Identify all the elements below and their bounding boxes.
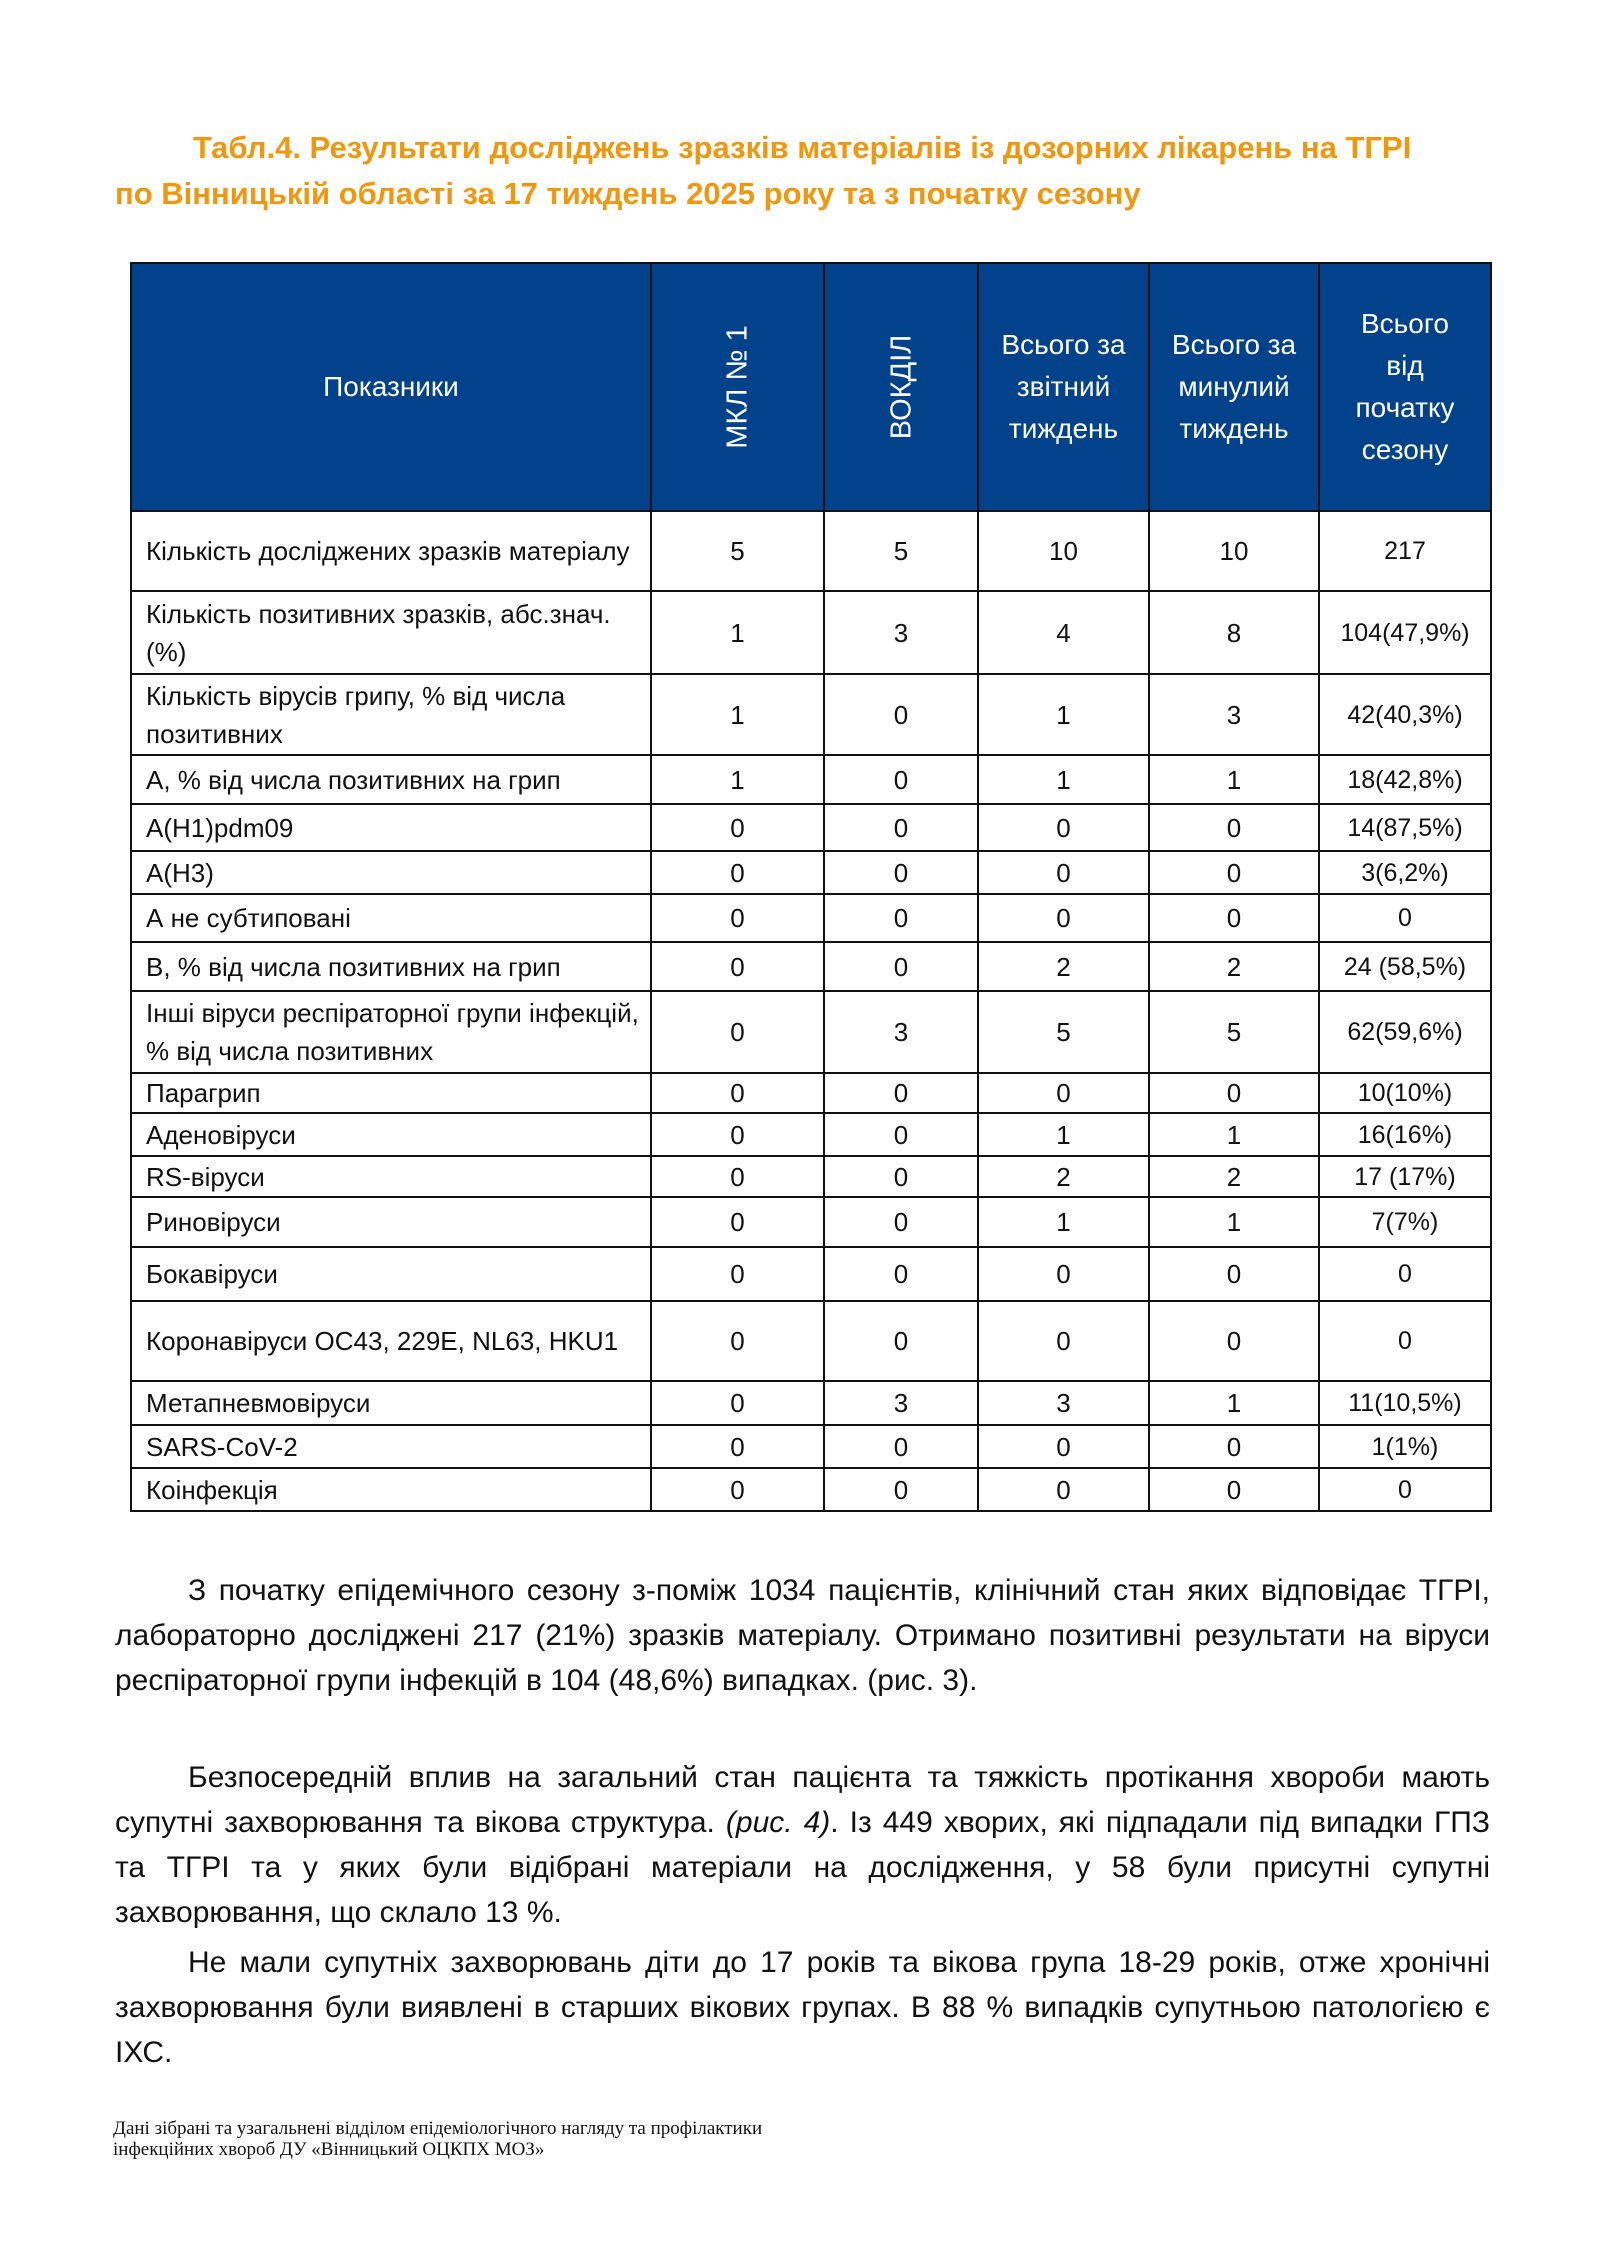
cell-total-season: 11(10,5%) xyxy=(1319,1381,1491,1425)
header-total-report-week: Всього за звітний тиждень xyxy=(978,263,1149,511)
cell-mkl1: 0 xyxy=(651,1468,824,1511)
cell-total-last-week: 0 xyxy=(1149,851,1319,894)
cell-vokdil: 3 xyxy=(824,591,978,674)
table-row xyxy=(131,755,1491,804)
cell-mkl1: 0 xyxy=(651,1113,824,1156)
header-vokdil-label: ВОКДІЛ xyxy=(885,334,917,440)
cell-total-report-week: 10 xyxy=(978,511,1149,591)
cell-vokdil: 0 xyxy=(824,851,978,894)
cell-total-report-week: 0 xyxy=(978,894,1149,942)
cell-vokdil: 0 xyxy=(824,1468,978,1511)
header-total-last-week: Всього за минулий тиждень xyxy=(1149,263,1319,511)
cell-mkl1: 5 xyxy=(651,511,824,591)
cell-total-season: 17 (17%) xyxy=(1319,1156,1491,1197)
table-title-line-1: Табл.4. Результати досліджень зразків матеріалів із дозорних лікарень на ТГРІ xyxy=(193,130,1412,165)
cell-total-season: 0 xyxy=(1319,1301,1491,1381)
row-label: Парагрип xyxy=(131,1073,651,1113)
cell-mkl1: 0 xyxy=(651,1197,824,1247)
table-row xyxy=(131,511,1491,591)
header-total-season: Всього від початку сезону xyxy=(1319,263,1491,511)
cell-total-season: 0 xyxy=(1319,1247,1491,1301)
row-label: А, % від числа позитивних на грип xyxy=(131,755,651,804)
row-label: Коронавіруси OC43, 229E, NL63, HKU1 xyxy=(131,1301,651,1381)
table-row xyxy=(131,1156,1491,1197)
cell-total-last-week: 0 xyxy=(1149,804,1319,851)
cell-mkl1: 0 xyxy=(651,1425,824,1468)
table-row xyxy=(131,1073,1491,1113)
cell-total-report-week: 2 xyxy=(978,1156,1149,1197)
cell-total-last-week: 10 xyxy=(1149,511,1319,591)
table-row xyxy=(131,1468,1491,1511)
row-label: В, % від числа позитивних на грип xyxy=(131,942,651,991)
cell-total-last-week: 2 xyxy=(1149,942,1319,991)
cell-total-report-week: 1 xyxy=(978,674,1149,755)
header-mkl1 xyxy=(651,263,824,511)
table-row xyxy=(131,991,1491,1073)
table-row xyxy=(131,1247,1491,1301)
row-label: Бокавіруси xyxy=(131,1247,651,1301)
cell-total-season: 62(59,6%) xyxy=(1319,991,1491,1073)
cell-total-report-week: 5 xyxy=(978,991,1149,1073)
cell-total-report-week: 3 xyxy=(978,1381,1149,1425)
cell-total-report-week: 0 xyxy=(978,1301,1149,1381)
row-label: Аденовіруси xyxy=(131,1113,651,1156)
cell-total-report-week: 1 xyxy=(978,1113,1149,1156)
cell-total-report-week: 0 xyxy=(978,1425,1149,1468)
cell-total-report-week: 1 xyxy=(978,755,1149,804)
cell-total-last-week: 0 xyxy=(1149,1301,1319,1381)
cell-mkl1: 0 xyxy=(651,894,824,942)
cell-total-season: 0 xyxy=(1319,894,1491,942)
footer-line-2: інфекційних хвороб ДУ «Вінницький ОЦКПХ МОЗ» xyxy=(113,2139,545,2160)
cell-total-season: 3(6,2%) xyxy=(1319,851,1491,894)
cell-total-season: 0 xyxy=(1319,1468,1491,1511)
row-label: Коінфекція xyxy=(131,1468,651,1511)
paragraph-age-groups xyxy=(115,1940,1490,2075)
results-table xyxy=(130,262,1492,1512)
paragraph-age-groups-text: Не мали супутніх захворювань діти до 17 років та вікова група 18-29 років, отже хронічні захворювання були виявлені в старших вікових групах. В 88 % випадків супутньою патологією є ІХС. xyxy=(115,1946,1490,2069)
cell-total-report-week: 0 xyxy=(978,804,1149,851)
cell-vokdil: 3 xyxy=(824,991,978,1073)
table-row xyxy=(131,804,1491,851)
table-row xyxy=(131,674,1491,755)
cell-total-last-week: 8 xyxy=(1149,591,1319,674)
row-label: Кількість вірусів грипу, % від числа позитивних xyxy=(131,674,651,755)
cell-total-season: 24 (58,5%) xyxy=(1319,942,1491,991)
row-label: Риновіруси xyxy=(131,1197,651,1247)
cell-mkl1: 0 xyxy=(651,1301,824,1381)
table-row xyxy=(131,851,1491,894)
cell-mkl1: 0 xyxy=(651,1247,824,1301)
cell-vokdil: 0 xyxy=(824,755,978,804)
cell-vokdil: 0 xyxy=(824,1247,978,1301)
cell-total-last-week: 0 xyxy=(1149,1247,1319,1301)
cell-vokdil: 0 xyxy=(824,894,978,942)
cell-total-season: 1(1%) xyxy=(1319,1425,1491,1468)
cell-total-report-week: 0 xyxy=(978,1073,1149,1113)
cell-total-season: 16(16%) xyxy=(1319,1113,1491,1156)
row-label: SARS-CoV-2 xyxy=(131,1425,651,1468)
table-body xyxy=(131,511,1491,1511)
cell-total-last-week: 1 xyxy=(1149,1381,1319,1425)
cell-mkl1: 1 xyxy=(651,591,824,674)
footer-line-1: Дані зібрані та узагальнені відділом епідеміологічного нагляду та профілактики xyxy=(113,2118,763,2139)
cell-total-season: 217 xyxy=(1319,511,1491,591)
paragraph-comorbidities-text-a: Безпосередній вплив на загальний стан пацієнта та тяжкість протікання хвороби мають супутні захворювання та вікова структура. xyxy=(115,1761,1490,1839)
cell-vokdil: 0 xyxy=(824,674,978,755)
cell-total-last-week: 1 xyxy=(1149,1197,1319,1247)
table-row xyxy=(131,894,1491,942)
row-label: A(H1)pdm09 xyxy=(131,804,651,851)
cell-mkl1: 0 xyxy=(651,942,824,991)
cell-vokdil: 0 xyxy=(824,1156,978,1197)
cell-vokdil: 0 xyxy=(824,942,978,991)
header-mkl1-label: МКЛ № 1 xyxy=(721,325,754,449)
row-label: Кількість досліджених зразків матеріалу xyxy=(131,511,651,591)
cell-total-season: 14(87,5%) xyxy=(1319,804,1491,851)
cell-mkl1: 0 xyxy=(651,1381,824,1425)
paragraph-comorbidities xyxy=(115,1755,1490,1935)
cell-vokdil: 3 xyxy=(824,1381,978,1425)
cell-vokdil: 0 xyxy=(824,1113,978,1156)
row-label: A(H3) xyxy=(131,851,651,894)
cell-total-report-week: 4 xyxy=(978,591,1149,674)
footer-note xyxy=(113,2118,913,2160)
cell-total-season: 10(10%) xyxy=(1319,1073,1491,1113)
cell-total-last-week: 0 xyxy=(1149,1425,1319,1468)
row-label: А не субтиповані xyxy=(131,894,651,942)
paragraph-season-summary-text: З початку епідемічного сезону з-поміж 1034 пацієнтів, клінічний стан яких відповідає ТГРІ, лабораторно досліджені 217 (21%) зразків матеріалу. Отримано позитивні результати на віруси респіраторної групи інфекцій в 104 (48,6%) випадках. (рис. 3). xyxy=(115,1574,1490,1697)
paragraph-comorbidities-text-b: . Із 449 хворих, які підпадали під випадки ГПЗ та ТГРІ та у яких були відібрані матеріали на дослідження, у 58 були присутні супутні захворювання, що склало 13 %. xyxy=(115,1806,1490,1929)
cell-mkl1: 0 xyxy=(651,991,824,1073)
cell-mkl1: 0 xyxy=(651,851,824,894)
cell-vokdil: 5 xyxy=(824,511,978,591)
cell-mkl1: 0 xyxy=(651,804,824,851)
table-row xyxy=(131,942,1491,991)
table-row xyxy=(131,1381,1491,1425)
header-indicators: Показники xyxy=(131,263,651,511)
table-row xyxy=(131,1197,1491,1247)
cell-total-season: 104(47,9%) xyxy=(1319,591,1491,674)
cell-total-report-week: 2 xyxy=(978,942,1149,991)
cell-vokdil: 0 xyxy=(824,1425,978,1468)
cell-mkl1: 1 xyxy=(651,674,824,755)
table-title xyxy=(115,125,1515,217)
row-label: RS-віруси xyxy=(131,1156,651,1197)
cell-vokdil: 0 xyxy=(824,1301,978,1381)
row-label: Інші віруси респіраторної групи інфекцій, % від числа позитивних xyxy=(131,991,651,1073)
row-label: Кількість позитивних зразків, абс.знач. (%) xyxy=(131,591,651,674)
cell-total-report-week: 1 xyxy=(978,1197,1149,1247)
table-title-line-2: по Вінницькій області за 17 тиждень 2025 року та з початку сезону xyxy=(115,176,1141,211)
cell-total-last-week: 0 xyxy=(1149,1468,1319,1511)
table-header-row xyxy=(131,263,1491,511)
cell-total-last-week: 0 xyxy=(1149,894,1319,942)
cell-total-last-week: 1 xyxy=(1149,755,1319,804)
cell-total-last-week: 1 xyxy=(1149,1113,1319,1156)
table-row xyxy=(131,1113,1491,1156)
cell-total-season: 18(42,8%) xyxy=(1319,755,1491,804)
figure-reference: (рис. 4) xyxy=(725,1806,831,1839)
cell-vokdil: 0 xyxy=(824,1197,978,1247)
cell-total-report-week: 0 xyxy=(978,851,1149,894)
cell-total-report-week: 0 xyxy=(978,1247,1149,1301)
paragraph-season-summary xyxy=(115,1568,1490,1703)
table-row xyxy=(131,591,1491,674)
header-vokdil xyxy=(824,263,978,511)
cell-vokdil: 0 xyxy=(824,1073,978,1113)
cell-total-report-week: 0 xyxy=(978,1468,1149,1511)
cell-total-last-week: 5 xyxy=(1149,991,1319,1073)
cell-total-season: 42(40,3%) xyxy=(1319,674,1491,755)
cell-total-last-week: 3 xyxy=(1149,674,1319,755)
cell-total-last-week: 2 xyxy=(1149,1156,1319,1197)
table-row xyxy=(131,1301,1491,1381)
cell-mkl1: 1 xyxy=(651,755,824,804)
cell-vokdil: 0 xyxy=(824,804,978,851)
row-label: Метапневмовіруси xyxy=(131,1381,651,1425)
cell-total-last-week: 0 xyxy=(1149,1073,1319,1113)
table-row xyxy=(131,1425,1491,1468)
cell-total-season: 7(7%) xyxy=(1319,1197,1491,1247)
cell-mkl1: 0 xyxy=(651,1073,824,1113)
cell-mkl1: 0 xyxy=(651,1156,824,1197)
